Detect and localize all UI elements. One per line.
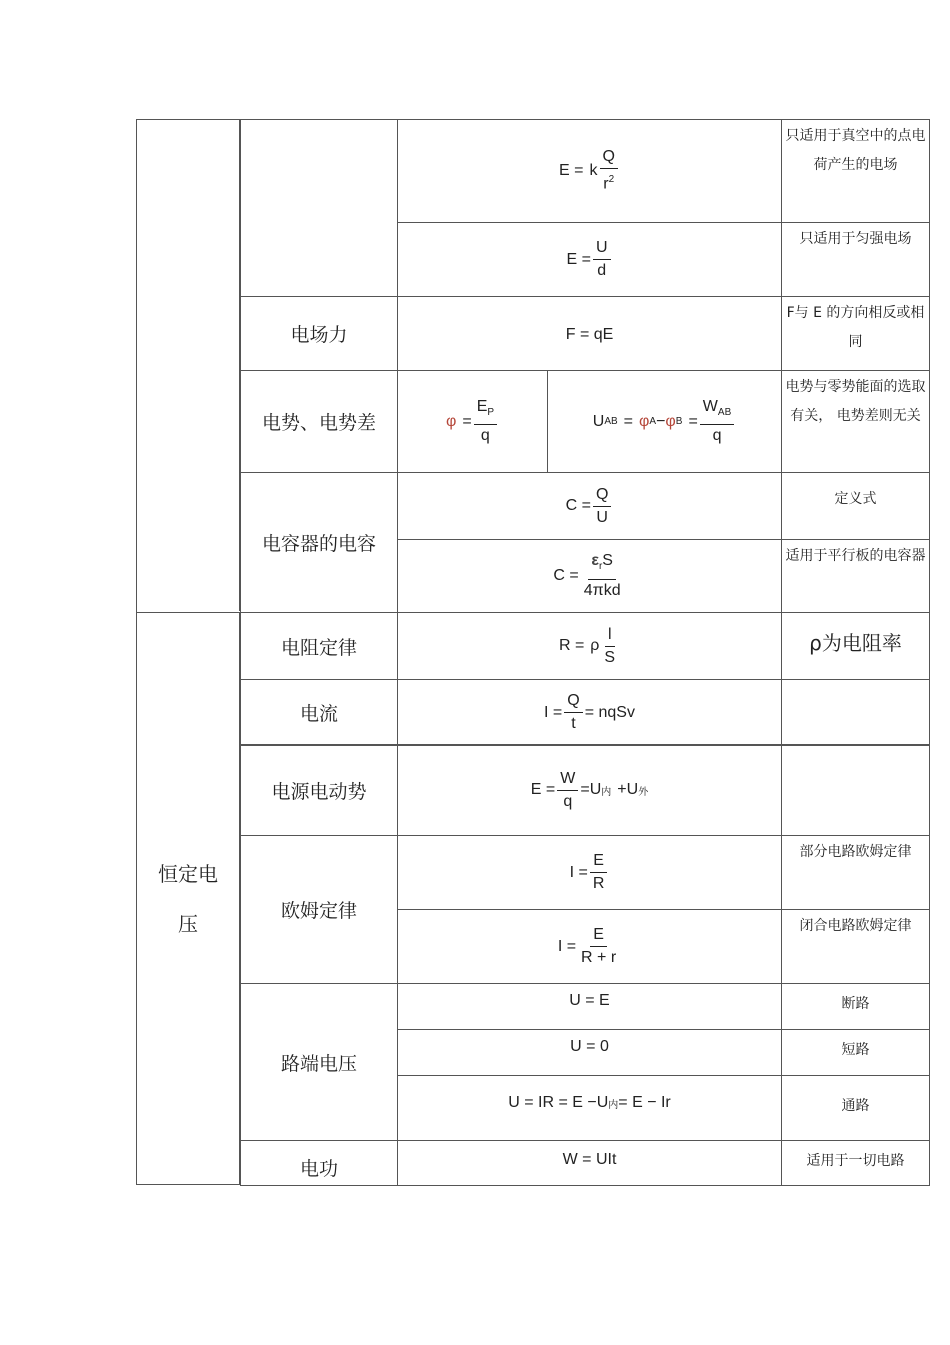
note-uniform-field: 只适用于匀强电场 (782, 223, 930, 297)
formula-phi: φ = $\frac{E_P}{q}$ (398, 371, 548, 473)
note-short-circuit: 短路 (782, 1030, 930, 1076)
topic-resistance-law: 电阻定律 (241, 613, 398, 680)
formula-table-lower (240, 744, 930, 1186)
formula-u-ab: U AB = φ A − φ B = $\frac{W_{AB}}{q}$ (548, 371, 782, 473)
topic-current: 电流 (241, 680, 398, 746)
category-electric-field-cell (136, 120, 240, 611)
note-force-direction: F与 E 的方向相反或相同 (782, 297, 930, 371)
topic-terminal-voltage: 路端电压 (241, 984, 398, 1141)
note-ohm-part: 部分电路欧姆定律 (782, 836, 930, 910)
formula-e-point: E = k $\frac{Q}{r^2}$ (398, 120, 782, 223)
topic-capacitance: 电容器的电容 (241, 473, 398, 613)
formula-r-law: R = ρ $\frac{l}{S}$ (398, 613, 782, 680)
note-emf (782, 745, 930, 836)
formula-table (136, 119, 930, 746)
note-current (782, 680, 930, 746)
note-parallel-plate: 适用于平行板的电容器 (782, 540, 930, 613)
note-ohm-closed: 闭合电路欧姆定律 (782, 910, 930, 984)
topic-work: 电功 (241, 1141, 398, 1186)
note-closed-circuit: 通路 (782, 1076, 930, 1141)
note-point-charge: 只适用于真空中的点电荷产生的电场 (782, 120, 930, 223)
formula-open: U = E (398, 984, 782, 1030)
formula-closed: U = IR = E −U 内 = E − Ir (398, 1076, 782, 1141)
topic-ohm-law: 欧姆定律 (241, 836, 398, 984)
note-capacitance-definition: 定义式 (782, 473, 930, 540)
formula-emf: E = $\frac{W}{q}$ =U 内 +U 外 (398, 745, 782, 836)
category-steady-current: 恒定电压 (136, 612, 240, 1185)
note-resistivity: ρ为电阻率 (782, 613, 930, 680)
formula-e-uniform: E = $\frac{U}{d}$ (398, 223, 782, 297)
formula-work: W = UIt (398, 1141, 782, 1186)
formula-force: F = qE (398, 297, 782, 371)
formula-ohm-closed: I = $\frac{E}{R + r}$ (398, 910, 782, 984)
topic-field-force: 电场力 (241, 297, 398, 371)
note-potential: 电势与零势能面的选取有关， 电势差则无关 (782, 371, 930, 473)
formula-ohm-part: I = $\frac{E}{R}$ (398, 836, 782, 910)
topic-emf: 电源电动势 (241, 745, 398, 836)
note-work: 适用于一切电路 (782, 1141, 930, 1186)
formula-c-plate: C = $\frac{\varepsilon_rS}{\text{4πkd}}$ (398, 540, 782, 613)
formula-short: U = 0 (398, 1030, 782, 1076)
topic-field-strength (241, 120, 398, 297)
topic-potential: 电势、电势差 (241, 371, 398, 473)
formula-c-def: C = $\frac{Q}{U}$ (398, 473, 782, 540)
formula-current: I = $\frac{Q}{t}$ = nqSv (398, 680, 782, 746)
note-open-circuit: 断路 (782, 984, 930, 1030)
